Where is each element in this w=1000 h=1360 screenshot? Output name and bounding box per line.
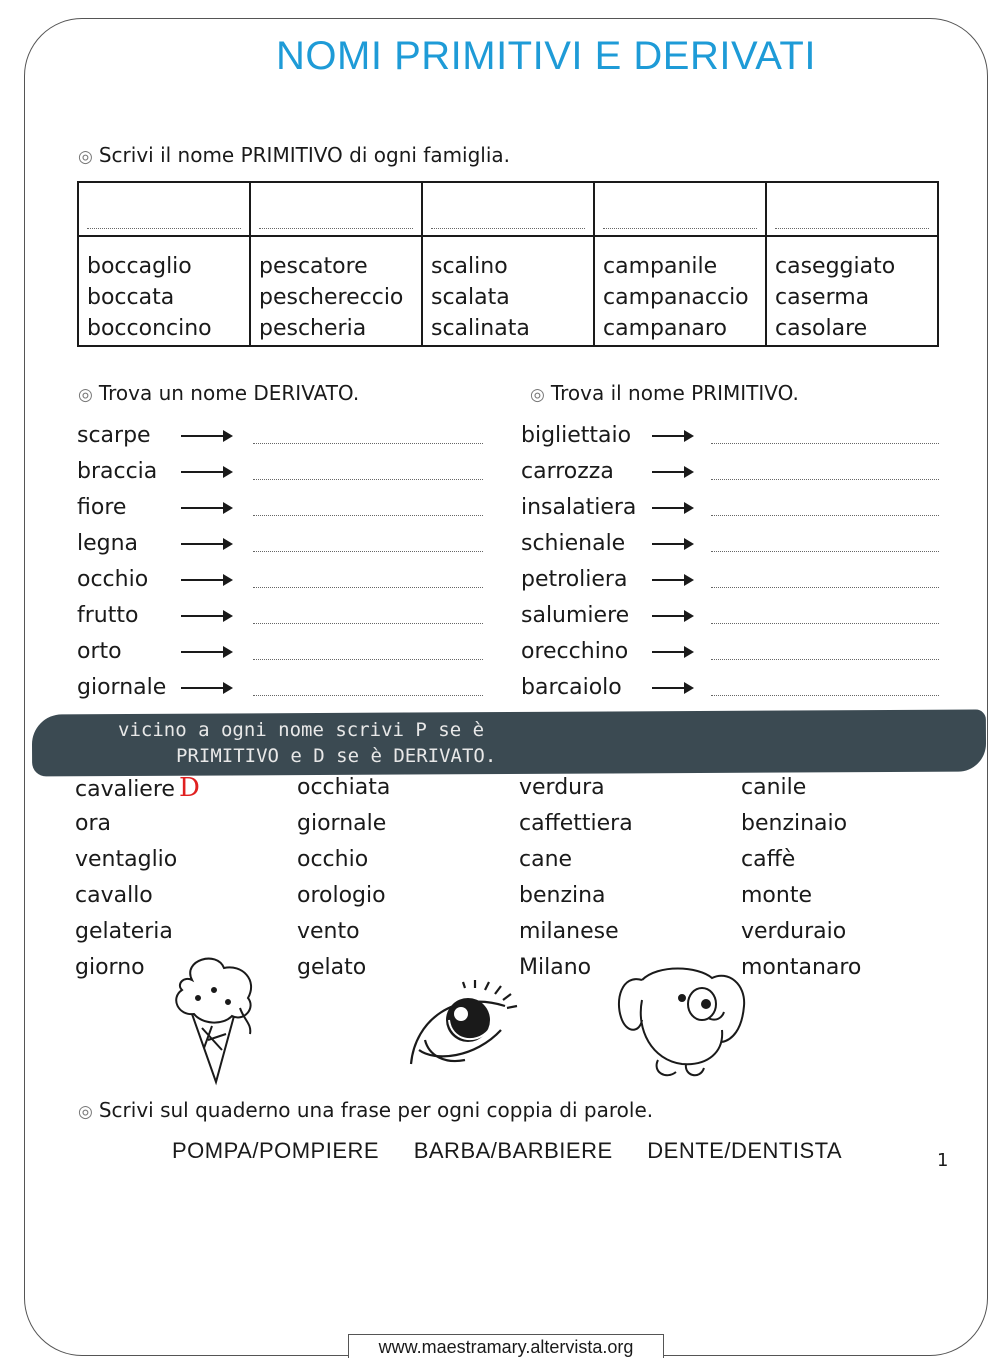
banner-line-2: PRIMITIVO e D se è DERIVATO. — [176, 745, 497, 767]
row-word: orto — [77, 639, 122, 664]
answer-line[interactable] — [711, 442, 939, 444]
arrow-right-icon — [652, 471, 692, 473]
row-word: fiore — [77, 495, 127, 520]
banner-text — [118, 717, 678, 769]
family-word: campanaro — [603, 316, 727, 341]
classify-word-text: ora — [75, 811, 111, 836]
family-word: boccaglio — [87, 254, 192, 279]
exercise2-instruction-text: Trova un nome DERIVATO. — [98, 381, 360, 405]
arrow-right-icon — [652, 579, 692, 581]
classify-word-text: montanaro — [741, 955, 862, 980]
word-pairs — [172, 1138, 870, 1164]
arrow-right-icon — [181, 651, 231, 653]
eye-icon — [405, 980, 525, 1070]
row-word: scarpe — [77, 423, 151, 448]
exercise3-instruction-text: Trova il nome PRIMITIVO. — [550, 381, 799, 405]
arrow-right-icon — [181, 435, 231, 437]
exercise3-instruction — [530, 381, 799, 405]
arrow-right-icon — [181, 615, 231, 617]
word-pair: DENTE/DENTISTA — [647, 1138, 843, 1163]
answer-line[interactable] — [711, 586, 939, 588]
page-number: 1 — [937, 1150, 949, 1171]
classify-word — [297, 878, 390, 914]
family-word: peschereccio — [259, 285, 404, 310]
classify-word-text: verdura — [519, 775, 605, 800]
classify-word — [519, 914, 633, 950]
exercise5-instruction-text: Scrivi sul quaderno una frase per ogni coppia di parole. — [98, 1098, 654, 1122]
classify-word — [75, 806, 200, 842]
arrow-right-icon — [652, 507, 692, 509]
classify-word-text: cavaliere — [75, 777, 175, 802]
derived-list — [77, 418, 487, 706]
answer-line[interactable] — [253, 442, 483, 444]
word-arrow-row — [77, 454, 487, 490]
page-title: NOMI PRIMITIVI E DERIVATI — [276, 34, 816, 78]
family-word: caserma — [775, 285, 870, 310]
row-word: legna — [77, 531, 139, 556]
answer-line[interactable] — [711, 622, 939, 624]
classify-word — [519, 770, 633, 806]
answer-line[interactable] — [253, 622, 483, 624]
family-table — [77, 181, 939, 347]
answer-line[interactable] — [253, 586, 483, 588]
footer-url[interactable]: www.maestramary.altervista.org — [348, 1334, 664, 1358]
classify-word-text: monte — [741, 883, 812, 908]
classify-word — [297, 914, 390, 950]
family-cell — [78, 236, 250, 346]
classify-word — [741, 806, 861, 842]
classify-word-text: occhio — [297, 847, 369, 872]
classify-word-text: caffettiera — [519, 811, 633, 836]
family-word: campanile — [603, 254, 718, 279]
classify-word-text: gelato — [297, 955, 367, 980]
answer-line[interactable] — [253, 550, 483, 552]
classify-word-text: cavallo — [75, 883, 153, 908]
answer-line[interactable] — [711, 478, 939, 480]
family-word: scalino — [431, 254, 508, 279]
family-word: pescatore — [259, 254, 368, 279]
word-arrow-row — [521, 418, 941, 454]
exercise1-instruction — [78, 143, 510, 167]
row-word: petroliera — [521, 567, 628, 592]
word-arrow-row — [521, 562, 941, 598]
answer-line[interactable] — [711, 514, 939, 516]
classify-word — [297, 770, 390, 806]
classify-word — [297, 950, 390, 986]
family-word: campanaccio — [603, 285, 749, 310]
family-word: scalata — [431, 285, 510, 310]
family-word: boccata — [87, 285, 175, 310]
exercise2-instruction — [78, 381, 359, 405]
arrow-right-icon — [181, 579, 231, 581]
word-column-4 — [741, 770, 861, 986]
answer-cell-3[interactable] — [422, 182, 594, 236]
arrow-right-icon — [181, 471, 231, 473]
arrow-right-icon — [181, 507, 231, 509]
answer-cell-2[interactable] — [250, 182, 422, 236]
classify-word — [741, 878, 861, 914]
family-cell — [594, 236, 766, 346]
classify-word — [297, 842, 390, 878]
family-word: caseggiato — [775, 254, 896, 279]
answer-cell-5[interactable] — [766, 182, 938, 236]
word-arrow-row — [77, 598, 487, 634]
classify-word-text: canile — [741, 775, 807, 800]
primitive-list — [521, 418, 941, 706]
classify-word — [741, 950, 861, 986]
arrow-right-icon — [652, 651, 692, 653]
classify-word-text: benzina — [519, 883, 606, 908]
classify-word — [297, 806, 390, 842]
row-word: schienale — [521, 531, 626, 556]
row-word: bigliettaio — [521, 423, 632, 448]
row-word: orecchino — [521, 639, 629, 664]
classify-word — [741, 842, 861, 878]
answer-line[interactable] — [253, 478, 483, 480]
arrow-right-icon — [652, 543, 692, 545]
classify-word-text: orologio — [297, 883, 386, 908]
word-column-2 — [297, 770, 390, 986]
word-arrow-row — [521, 634, 941, 670]
word-arrow-row — [77, 562, 487, 598]
classify-word — [519, 842, 633, 878]
row-word: insalatiera — [521, 495, 637, 520]
exercise-number-icon: ◎ — [530, 385, 545, 405]
classify-word — [519, 806, 633, 842]
answer-cell-4[interactable] — [594, 182, 766, 236]
arrow-right-icon — [181, 543, 231, 545]
word-arrow-row — [521, 490, 941, 526]
family-word: scalinata — [431, 316, 530, 341]
classify-word-text: giorno — [75, 955, 145, 980]
word-arrow-row — [521, 526, 941, 562]
family-cell — [422, 236, 594, 346]
exercise-number-icon: ◎ — [78, 385, 93, 405]
row-word: salumiere — [521, 603, 630, 628]
row-word: giornale — [77, 675, 167, 700]
classify-word-text: cane — [519, 847, 573, 872]
classify-word-text: occhiata — [297, 775, 391, 800]
word-arrow-row — [77, 418, 487, 454]
dog-icon — [612, 960, 752, 1084]
family-word: bocconcino — [87, 316, 212, 341]
answer-line[interactable] — [253, 694, 483, 696]
arrow-right-icon — [652, 615, 692, 617]
word-arrow-row — [521, 598, 941, 634]
classify-word — [75, 842, 200, 878]
word-arrow-row — [77, 634, 487, 670]
answer-line[interactable] — [711, 550, 939, 552]
handwritten-answer[interactable]: D — [178, 773, 200, 803]
classify-word — [519, 878, 633, 914]
row-word: braccia — [77, 459, 158, 484]
answer-cell-1[interactable] — [78, 182, 250, 236]
word-arrow-row — [77, 490, 487, 526]
ice-cream-icon — [162, 950, 262, 1086]
answer-line[interactable] — [253, 658, 483, 660]
word-pair: POMPA/POMPIERE — [172, 1138, 380, 1163]
classify-word-text: verduraio — [741, 919, 847, 944]
exercise-number-icon: ◎ — [78, 147, 93, 167]
exercise-number-icon: ◎ — [78, 1102, 93, 1122]
classify-word-text: milanese — [519, 919, 619, 944]
classify-word — [75, 878, 200, 914]
classify-word-text: gelateria — [75, 919, 173, 944]
word-pair: BARBA/BARBIERE — [413, 1138, 613, 1163]
family-word: casolare — [775, 316, 868, 341]
word-column-3 — [519, 770, 633, 986]
row-word: frutto — [77, 603, 139, 628]
classify-word — [75, 770, 200, 806]
answer-line[interactable] — [253, 514, 483, 516]
classify-word-text: Milano — [519, 955, 592, 980]
family-cell — [250, 236, 422, 346]
row-word: barcaiolo — [521, 675, 622, 700]
family-cell — [766, 236, 938, 346]
classify-word-text: benzinaio — [741, 811, 848, 836]
classify-word — [741, 770, 861, 806]
arrow-right-icon — [181, 687, 231, 689]
answer-line[interactable] — [711, 694, 939, 696]
word-arrow-row — [521, 454, 941, 490]
arrow-right-icon — [652, 435, 692, 437]
family-word: pescheria — [259, 316, 367, 341]
classify-word — [741, 914, 861, 950]
arrow-right-icon — [652, 687, 692, 689]
classify-word-text: giornale — [297, 811, 387, 836]
exercise1-instruction-text: Scrivi il nome PRIMITIVO di ogni famiglia. — [98, 143, 511, 167]
classify-word-text: ventaglio — [75, 847, 178, 872]
word-arrow-row — [521, 670, 941, 706]
row-word: carrozza — [521, 459, 614, 484]
exercise5-instruction — [78, 1098, 653, 1122]
row-word: occhio — [77, 567, 149, 592]
word-arrow-row — [77, 526, 487, 562]
banner-line-1: vicino a ogni nome scrivi P se è — [118, 719, 485, 741]
answer-line[interactable] — [711, 658, 939, 660]
word-arrow-row — [77, 670, 487, 706]
classify-word-text: caffè — [741, 847, 796, 872]
classify-word-text: vento — [297, 919, 360, 944]
classify-word — [75, 914, 200, 950]
